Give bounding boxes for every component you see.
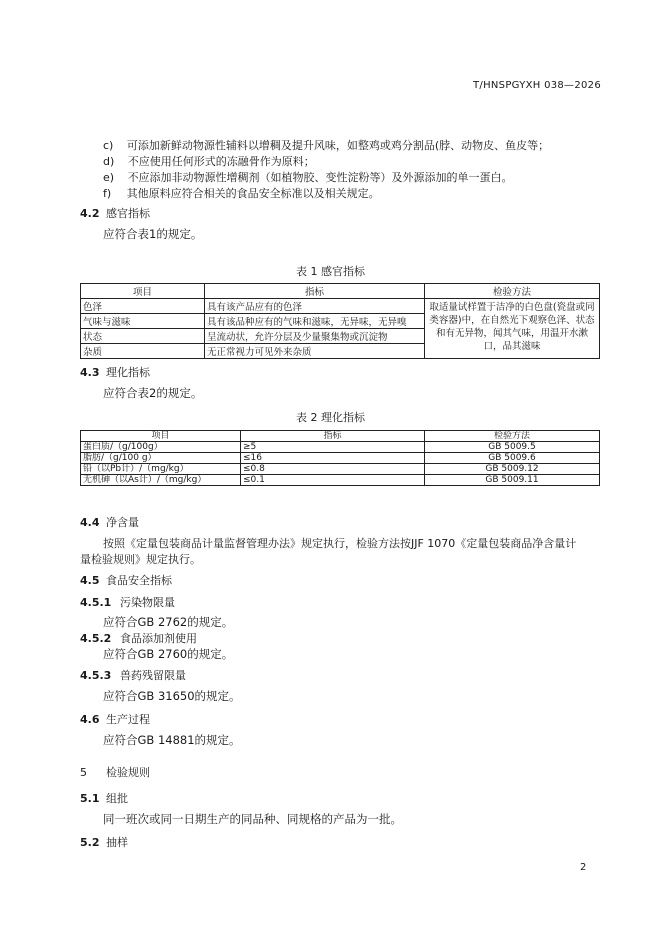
table-cell: 无机砷（以As计）/（mg/kg） — [81, 475, 241, 486]
list-item — [103, 153, 315, 169]
sensory-table — [80, 283, 600, 359]
table-cell: 呈流动状，允许分层及少量聚集物或沉淀物 — [205, 329, 425, 344]
list-marker: e) — [103, 171, 115, 184]
list-item — [103, 137, 549, 153]
table-row — [81, 475, 600, 486]
section-body-4-5-3: 应符合GB 31650的规定。 — [103, 689, 241, 703]
section-heading-5-2: 5.2 抽样 — [80, 836, 128, 849]
table-row — [81, 453, 600, 464]
section-heading-4-5-1: 4.5.1 污染物限量 — [80, 596, 175, 609]
list-marker: d) — [103, 155, 115, 168]
section-heading-4-3: 4.3 理化指标 — [80, 366, 150, 379]
table-row — [81, 299, 600, 314]
table-cell: 色泽 — [81, 299, 205, 314]
section-heading-4-5: 4.5 食品安全指标 — [80, 574, 172, 587]
section-body-4-5-1: 应符合GB 2762的规定。 — [103, 615, 234, 629]
table-cell: 状态 — [81, 329, 205, 344]
list-text: 不应使用任何形式的冻融骨作为原料； — [127, 155, 315, 168]
table-header-row — [81, 431, 600, 442]
physicochemical-table — [80, 430, 600, 486]
table-cell: GB 5009.12 — [425, 464, 600, 475]
table-cell: 铅（以Pb计）/（mg/kg） — [81, 464, 241, 475]
table-header-row — [81, 284, 600, 299]
table-cell: 无正常视力可见外来杂质 — [205, 344, 425, 359]
table1-caption: 表 1 感官指标 — [296, 265, 365, 278]
table-cell: GB 5009.5 — [425, 442, 600, 453]
table-cell: ≥5 — [241, 442, 425, 453]
table2-caption: 表 2 理化指标 — [296, 411, 365, 424]
list-marker: c) — [103, 139, 114, 152]
section-heading-4-6: 4.6 生产过程 — [80, 713, 150, 726]
table-header-cell: 项目 — [81, 284, 205, 299]
table-row — [81, 442, 600, 453]
list-item — [103, 185, 380, 201]
list-text: 其他原料应符合相关的食品安全标准以及相关规定。 — [126, 187, 380, 200]
table-cell: ≤0.1 — [241, 475, 425, 486]
table-cell: ≤0.8 — [241, 464, 425, 475]
section-heading-5: 5 检验规则 — [80, 766, 150, 779]
section-body-4-4-line2: 量检验规则》规定执行。 — [80, 553, 201, 566]
table-cell: 气味与滋味 — [81, 314, 205, 329]
list-text: 不应添加非动物源性增稠剂（如植物胶、变性淀粉等）及外源添加的单一蛋白。 — [127, 171, 513, 184]
table-cell: GB 5009.6 — [425, 453, 600, 464]
page-number: 2 — [580, 862, 587, 873]
section-heading-5-1: 5.1 组批 — [80, 792, 128, 805]
section-body-4-5-2: 应符合GB 2760的规定。 — [103, 647, 234, 661]
table-cell: GB 5009.11 — [425, 475, 600, 486]
section-body-4-6: 应符合GB 14881的规定。 — [103, 733, 241, 747]
table-cell: ≤16 — [241, 453, 425, 464]
table-cell: 具有该品种应有的气味和滋味，无异味，无异嗅 — [205, 314, 425, 329]
table-cell: 脂肪/（g/100 g） — [81, 453, 241, 464]
list-item — [103, 169, 513, 185]
table-header-cell: 项目 — [81, 431, 241, 442]
table-cell: 具有该产品应有的色泽 — [205, 299, 425, 314]
table-cell: 杂质 — [81, 344, 205, 359]
section-body-4-4-line1: 按照《定量包装商品计量监督管理办法》规定执行，检验方法按JJF 1070《定量包装商品净含量计 — [103, 537, 577, 550]
table-cell: 蛋白质/（g/100g） — [81, 442, 241, 453]
test-method-cell: 取适量试样置于洁净的白色盘(瓷盘或同类容器)中，在自然光下观察色泽、状态和有无异物，闻其气味，用温开水漱口，品其滋味 — [425, 299, 600, 359]
table-header-cell: 检验方法 — [425, 431, 600, 442]
list-text: 可添加新鲜动物源性辅料以增稠及提升风味，如整鸡或鸡分割品(脖、动物皮、鱼皮等； — [126, 139, 550, 152]
table-header-cell: 检验方法 — [425, 284, 600, 299]
section-body-5-1: 同一班次或同一日期生产的同品种、同规格的产品为一批。 — [103, 812, 402, 826]
section-body-4-2: 应符合表1的规定。 — [103, 227, 203, 241]
section-heading-4-4: 4.4 净含量 — [80, 516, 139, 529]
table-header-cell: 指标 — [205, 284, 425, 299]
section-heading-4-2: 4.2 感官指标 — [80, 207, 150, 220]
section-heading-4-5-2: 4.5.2 食品添加剂使用 — [80, 632, 197, 645]
document-code: T/HNSPGYXH 038—2026 — [473, 80, 601, 91]
list-marker: f) — [103, 187, 112, 200]
table-header-cell: 指标 — [241, 431, 425, 442]
section-heading-4-5-3: 4.5.3 兽药残留限量 — [80, 669, 186, 682]
section-body-4-3: 应符合表2的规定。 — [103, 386, 203, 400]
table-row — [81, 464, 600, 475]
